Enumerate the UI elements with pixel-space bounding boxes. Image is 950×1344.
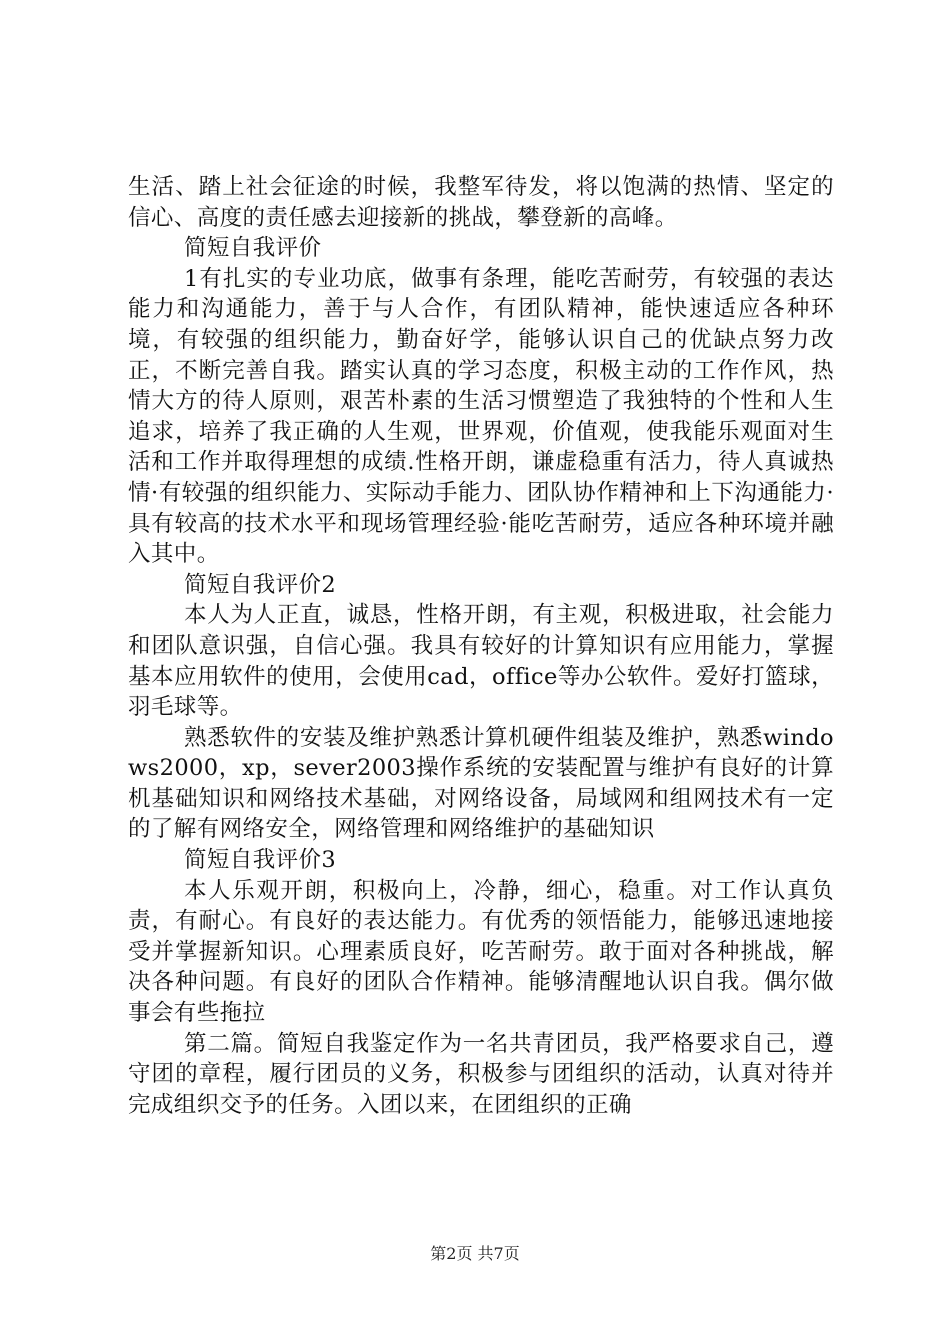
paragraph-self-evaluation-2b: 熟悉软件的安装及维护熟悉计算机硬件组装及维护，熟悉windows2000，xp，sever2003操作系统的安装配置与维护有良好的计算机基础知识和网络技术基础，对网络设备，局域网和组网技术有一定的了解有网络安全，网络管理和网络维护的基础知识	[128, 724, 834, 843]
section-heading-self-evaluation: 简短自我评价	[184, 235, 322, 262]
page-footer	[0, 1244, 950, 1264]
paragraph-intro-continuation: 生活、踏上社会征途的时候，我整军待发，将以饱满的热情、坚定的信心、高度的责任感去迎接新的挑战，攀登新的高峰。	[128, 174, 834, 231]
document-body	[128, 172, 834, 1120]
paragraph-self-evaluation-3: 本人乐观开朗，积极向上，冷静，细心，稳重。对工作认真负责，有耐心。有良好的表达能力。有优秀的领悟能力，能够迅速地接受并掌握新知识。心理素质良好，吃苦耐劳。敢于面对各种挑战，解决各种问题。有良好的团队合作精神。能够清醒地认识自我。偶尔做事会有些拖拉	[128, 877, 834, 1027]
section-heading-self-evaluation-2: 简短自我评价2	[184, 571, 337, 598]
section-heading-self-evaluation-3: 简短自我评价3	[184, 847, 337, 874]
paragraph-self-evaluation-2a: 本人为人正直，诚恳，性格开朗，有主观，积极进取，社会能力和团队意识强，自信心强。我具有较好的计算知识有应用能力，掌握基本应用软件的使用，会使用cad，office等办公软件。爱好打篮球，羽毛球等。	[128, 602, 834, 721]
paragraph-self-evaluation-1: 1有扎实的专业功底，做事有条理，能吃苦耐劳，有较强的表达能力和沟通能力，善于与人合作，有团队精神，能快速适应各种环境，有较强的组织能力，勤奋好学，能够认识自己的优缺点努力改正，不断完善自我。踏实认真的学习态度，积极主动的工作作风，热情大方的待人原则，艰苦朴素的生活习惯塑造了我独特的个性和人生追求，培养了我正确的人生观，世界观，价值观，使我能乐观面对生活和工作并取得理想的成绩.性格开朗，谦虚稳重有活力，待人真诚热情·有较强的组织能力、实际动手能力、团队协作精神和上下沟通能力·具有较高的技术水平和现场管理经验·能吃苦耐劳，适应各种环境并融入其中。	[128, 265, 834, 568]
page-number-label: 第2页 共7页	[430, 1244, 520, 1263]
paragraph-second-article: 第二篇。简短自我鉴定作为一名共青团员，我严格要求自己，遵守团的章程，履行团员的义务，积极参与团组织的活动，认真对待并完成组织交予的任务。入团以来，在团组织的正确	[128, 1030, 834, 1118]
